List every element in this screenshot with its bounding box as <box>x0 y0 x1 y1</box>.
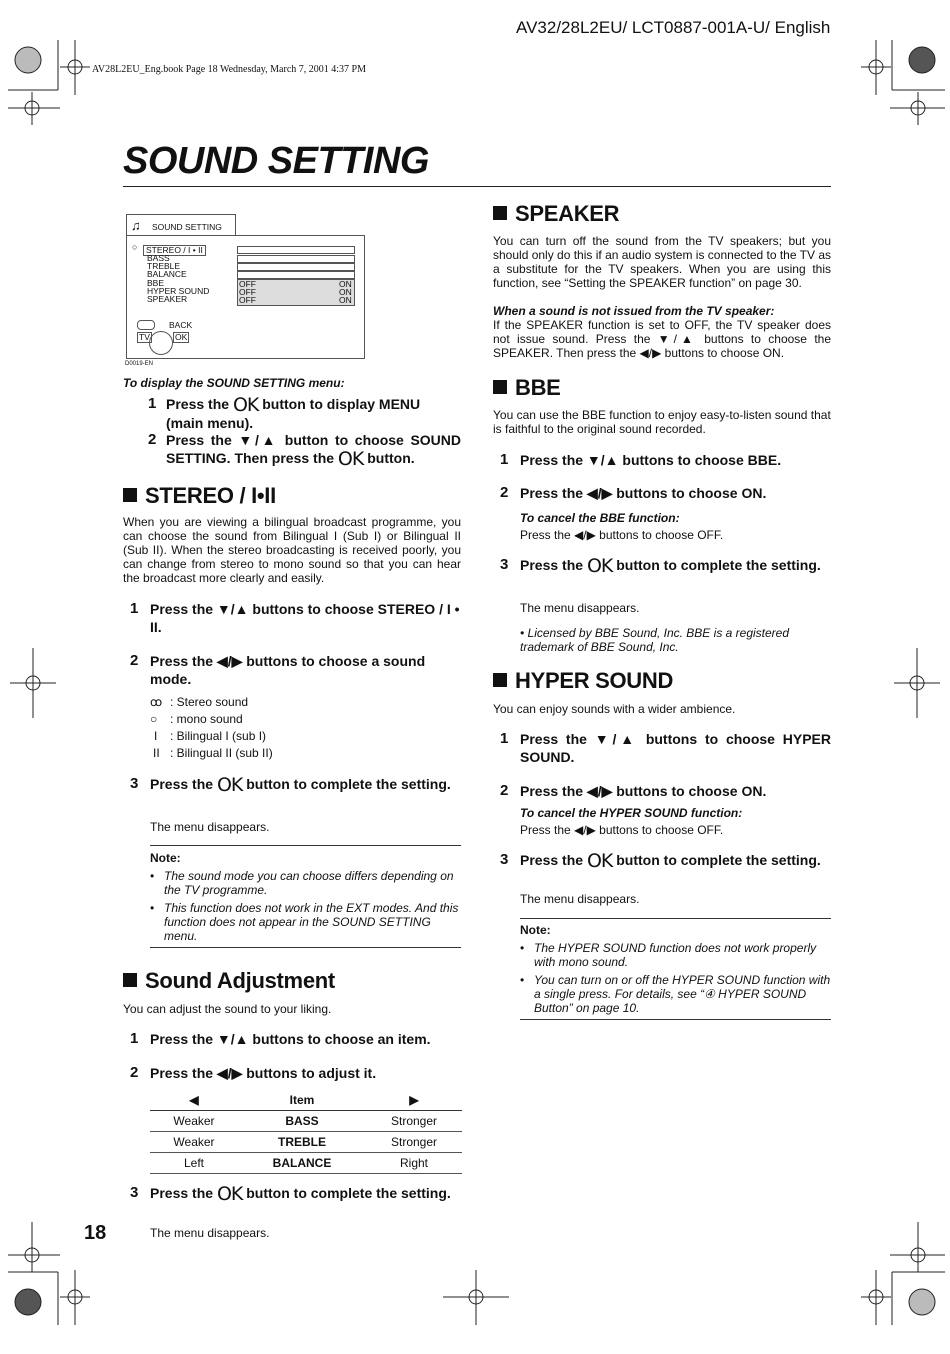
ok-button-icon: OK <box>337 448 364 470</box>
hyper-on: ON <box>339 287 352 297</box>
music-note-icon: ♫ <box>131 218 141 233</box>
hyper-note-top-rule <box>520 918 831 919</box>
table-row: Weaker BASS Stronger <box>150 1111 462 1132</box>
menu-item-stereo: STEREO / I • II <box>143 245 206 256</box>
stereo-note-top-rule <box>150 845 461 846</box>
section-heading-stereo: STEREO / I•II <box>123 483 276 509</box>
display-step-2: 2 Press the ▼/▲ button to choose SOUND SETTING. Then press the OK button. <box>148 431 461 470</box>
stereo-note: Note: • The sound mode you can choose differs depending on the TV programme. • This function does not work in the EXT modes. And this function does not appear in the SOUND SETTING menu. <box>150 851 459 943</box>
bbe-step-3-result: The menu disappears. <box>520 601 640 615</box>
section-heading-hyper-sound: HYPER SOUND <box>493 668 673 694</box>
adjust-step-2: 2 Press the ◀/▶ buttons to adjust it. <box>130 1064 377 1081</box>
stereo-intro: When you are viewing a bilingual broadcast programme, you can choose the sound from Bilingual I (Sub I) or Bilingual II (Sub II). When the stereo broadcasting is received poorly, you can change from stereo to mono sound so that you can hear the broadcast more clearly and easily. <box>123 515 461 585</box>
adjust-step-1: 1 Press the ▼/▲ buttons to choose an item. <box>130 1030 431 1047</box>
left-arrow-icon: ◀ <box>150 1090 238 1111</box>
bass-value-bar <box>237 255 355 263</box>
speaker-intro: You can turn off the sound from the TV speakers; but you should only do this if an audio system is connected to the TV as a substitute for the TV speakers. When you are using this function, see “Setting the SPEAKER function” on page 30. <box>493 234 831 290</box>
hyper-off: OFF <box>239 287 256 297</box>
display-step-1: 1 Press the OK button to display MENU (main menu). <box>148 394 421 431</box>
mode-bilingual-1: I : Bilingual I (sub I) <box>150 728 350 745</box>
menu-panel <box>126 235 365 359</box>
menu-item-balance: BALANCE <box>147 269 187 279</box>
stereo-sound-icon: ꝏ <box>150 695 163 709</box>
mode-mono: ○ : mono sound <box>150 712 243 726</box>
table-row: Left BALANCE Right <box>150 1153 462 1174</box>
stereo-icon: ○ <box>132 242 138 252</box>
bbe-off: OFF <box>239 279 256 289</box>
hyper-step-2: 2 Press the ◀/▶ buttons to choose ON. <box>500 782 767 799</box>
back-label: BACK <box>169 320 193 330</box>
image-code: D0019-EN <box>125 361 154 367</box>
stereo-note-bottom-rule <box>150 947 461 948</box>
hyper-cancel-text: Press the ◀/▶ buttons to choose OFF. <box>520 823 724 837</box>
menu-item-hyper-sound: HYPER SOUND <box>147 286 210 296</box>
mode-stereo: ꝏ : Stereo sound <box>150 695 249 709</box>
bilingual-1-icon: I <box>154 729 158 743</box>
ok-button-icon: OK <box>216 1183 243 1205</box>
ok-key-label: OK <box>175 332 188 342</box>
stereo-value-bar <box>237 246 355 254</box>
ok-button-icon: OK <box>232 394 259 416</box>
treble-value-bar <box>237 263 355 271</box>
speaker-sub-text: If the SPEAKER function is set to OFF, the TV speaker does not issue sound. Press the ▼/▲ buttons to choose the SPEAKER. Then press the ◀/▶ buttons to choose ON. <box>493 318 831 360</box>
table-header-row: ◀ Item ▶ <box>150 1090 462 1111</box>
adjust-step-3-result: The menu disappears. <box>150 1226 270 1240</box>
balance-value-bar <box>237 271 355 279</box>
mono-sound-icon: ○ <box>150 712 158 726</box>
adjustment-table <box>150 1090 462 1174</box>
display-menu-heading: To display the SOUND SETTING menu: <box>123 376 345 390</box>
tv-key-label: TV <box>139 332 150 342</box>
menu-item-bbe: BBE <box>147 278 165 288</box>
ok-button-icon: OK <box>586 555 613 577</box>
stereo-step-1: 1 Press the ▼/▲ buttons to choose STEREO / I • II. <box>130 600 460 635</box>
hyper-cancel-heading: To cancel the HYPER SOUND function: <box>520 806 743 820</box>
title-divider <box>123 186 831 187</box>
direction-pad-icon <box>149 331 173 355</box>
page-title: SOUND SETTING <box>123 140 429 182</box>
bbe-cancel-text: Press the ◀/▶ buttons to choose OFF. <box>520 528 724 542</box>
bilingual-2-icon: II <box>153 746 160 760</box>
speaker-off: OFF <box>239 295 256 305</box>
book-info-line: AV28L2EU_Eng.book Page 18 Wednesday, March 7, 2001 4:37 PM <box>92 64 366 75</box>
menu-item-treble: TREBLE <box>147 261 181 271</box>
bbe-step-2: 2 Press the ◀/▶ buttons to choose ON. <box>500 484 767 501</box>
adjust-intro: You can adjust the sound to your liking. <box>123 1002 332 1016</box>
bbe-license: • Licensed by BBE Sound, Inc. BBE is a registered trademark of BBE Sound, Inc. <box>520 626 790 654</box>
bbe-on: ON <box>339 279 352 289</box>
hyper-note-bottom-rule <box>520 1019 831 1020</box>
sound-mode-list <box>150 694 350 762</box>
menu-tab-label: SOUND SETTING <box>152 222 222 232</box>
ok-button-icon: OK <box>216 774 243 796</box>
stereo-step-2: 2 Press the ◀/▶ buttons to choose a sound mode. <box>130 652 426 687</box>
stereo-step-3: 3 Press the OK button to complete the setting. <box>130 774 451 796</box>
speaker-sub-heading: When a sound is not issued from the TV speaker: <box>493 304 775 318</box>
section-heading-speaker: SPEAKER <box>493 201 619 227</box>
menu-item-bass: BASS <box>147 253 170 263</box>
bbe-step-3: 3 Press the OK button to complete the setting. <box>500 555 821 577</box>
mode-bilingual-2: II : Bilingual II (sub II) <box>150 745 350 762</box>
hyper-intro: You can enjoy sounds with a wider ambience. <box>493 702 736 716</box>
hyper-note: Note: • The HYPER SOUND function does not work properly with mono sound. • You can turn on or off the HYPER SOUND function with a single press. For details, see “④ HYPER SOUND Button” on page 10. <box>520 923 831 1015</box>
back-key-icon <box>137 320 155 330</box>
adjust-step-3: 3 Press the OK button to complete the setting. <box>130 1183 451 1205</box>
bbe-step-1: 1 Press the ▼/▲ buttons to choose BBE. <box>500 451 782 468</box>
page-number: 18 <box>84 1222 107 1244</box>
document-code: AV32/28L2EU/ LCT0887-001A-U/ English <box>516 18 831 37</box>
bbe-cancel-heading: To cancel the BBE function: <box>520 511 680 525</box>
speaker-on: ON <box>339 295 352 305</box>
section-heading-sound-adjustment: Sound Adjustment <box>123 968 335 994</box>
hyper-step-3-result: The menu disappears. <box>520 892 640 906</box>
menu-item-speaker: SPEAKER <box>147 294 188 304</box>
hyper-step-3: 3 Press the OK button to complete the setting. <box>500 850 821 872</box>
table-row: Weaker TREBLE Stronger <box>150 1132 462 1153</box>
right-arrow-icon: ▶ <box>366 1090 462 1111</box>
stereo-step-3-result: The menu disappears. <box>150 820 270 834</box>
bbe-intro: You can use the BBE function to enjoy easy-to-listen sound that is faithful to the original sound recorded. <box>493 408 831 436</box>
menu-tab <box>126 214 236 237</box>
sound-setting-menu-image <box>123 212 368 372</box>
section-heading-bbe: BBE <box>493 375 561 401</box>
hyper-step-1: 1 Press the ▼/▲ buttons to choose HYPER SOUND. <box>500 730 831 765</box>
ok-button-icon: OK <box>586 850 613 872</box>
